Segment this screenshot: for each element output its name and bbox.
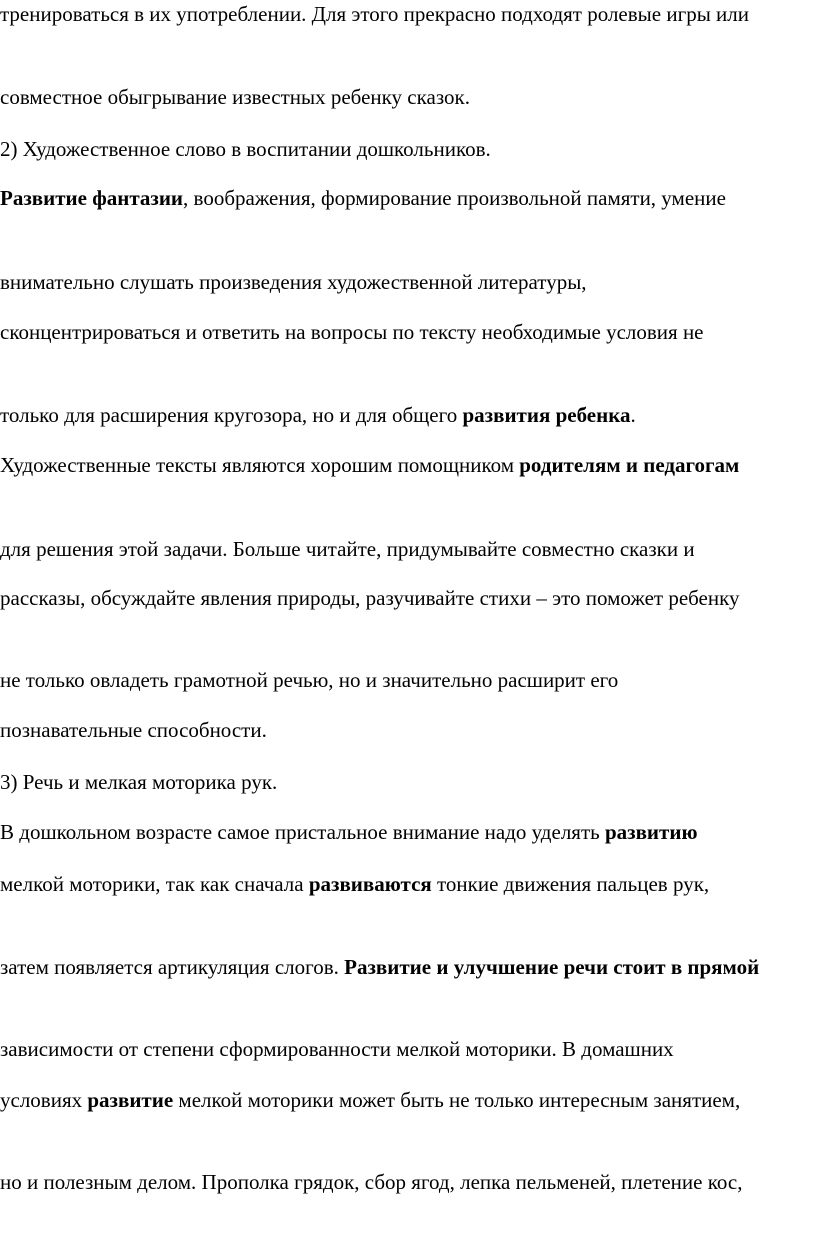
text-run: зависимости от степени сформированности мелкой моторики. В домашних — [0, 1037, 674, 1061]
text-run: В дошкольном возрасте самое пристальное внимание надо уделять — [0, 820, 605, 844]
paragraph — [0, 320, 812, 345]
text-run: сконцентрироваться и ответить на вопросы по тексту необходимые условия не — [0, 320, 704, 344]
text-run: рассказы, обсуждайте явления природы, разучивайте стихи – это поможет ребенку — [0, 586, 740, 610]
paragraph — [0, 270, 812, 295]
text-run: Художественные тексты являются хорошим помощником — [0, 453, 520, 477]
text-run: 2) Художественное слово в воспитании дошкольников. — [0, 137, 491, 161]
paragraph — [0, 668, 812, 693]
text-run: 3) Речь и мелкая моторика рук. — [0, 770, 278, 794]
paragraph — [0, 872, 812, 897]
bold-text: родителям и педагогам — [519, 453, 740, 477]
bold-text: развитию — [604, 820, 698, 844]
bold-text: Развитие и улучшение речи стоит в прямой — [344, 955, 760, 979]
text-run: затем появляется артикуляция слогов. — [0, 955, 345, 979]
paragraph — [0, 137, 812, 162]
text-run: тренироваться в их употреблении. Для этого прекрасно подходят ролевые игры или — [0, 2, 750, 26]
bold-text: Развитие фантазии — [0, 186, 184, 210]
text-run: мелкой моторики может быть не только интересным занятием, — [173, 1088, 741, 1112]
text-run: условиях — [0, 1088, 88, 1112]
paragraph — [0, 718, 812, 743]
paragraph — [0, 820, 812, 845]
text-run: внимательно слушать произведения художественной литературы, — [0, 270, 587, 294]
text-run: не только овладеть грамотной речью, но и значительно расширит его — [0, 668, 619, 692]
paragraph — [0, 1037, 812, 1062]
text-run: только для расширения кругозора, но и для общего — [0, 403, 463, 427]
text-run: для решения этой задачи. Больше читайте, придумывайте совместно сказки и — [0, 537, 695, 561]
bold-text: развиваются — [308, 872, 432, 896]
paragraph — [0, 537, 812, 562]
paragraph — [0, 1170, 812, 1195]
text-run: . — [630, 403, 636, 427]
text-run: но и полезным делом. Прополка грядок, сбор ягод, лепка пельменей, плетение кос, — [0, 1170, 743, 1194]
paragraph — [0, 403, 812, 428]
text-run: мелкой моторики, так как сначала — [0, 872, 309, 896]
paragraph — [0, 586, 812, 611]
paragraph — [0, 955, 812, 980]
paragraph — [0, 1088, 812, 1113]
paragraph — [0, 2, 812, 27]
text-run: , воображения, формирование произвольной памяти, умение — [183, 186, 726, 210]
text-run: тонкие движения пальцев рук, — [431, 872, 710, 896]
text-run: совместное обыгрывание известных ребенку сказок. — [0, 85, 470, 109]
paragraph — [0, 85, 812, 110]
bold-text: развитие — [87, 1088, 174, 1112]
paragraph — [0, 770, 812, 795]
text-run: познавательные способности. — [0, 718, 267, 742]
paragraph — [0, 186, 812, 211]
bold-text: развития ребенка — [462, 403, 631, 427]
paragraph — [0, 453, 812, 478]
